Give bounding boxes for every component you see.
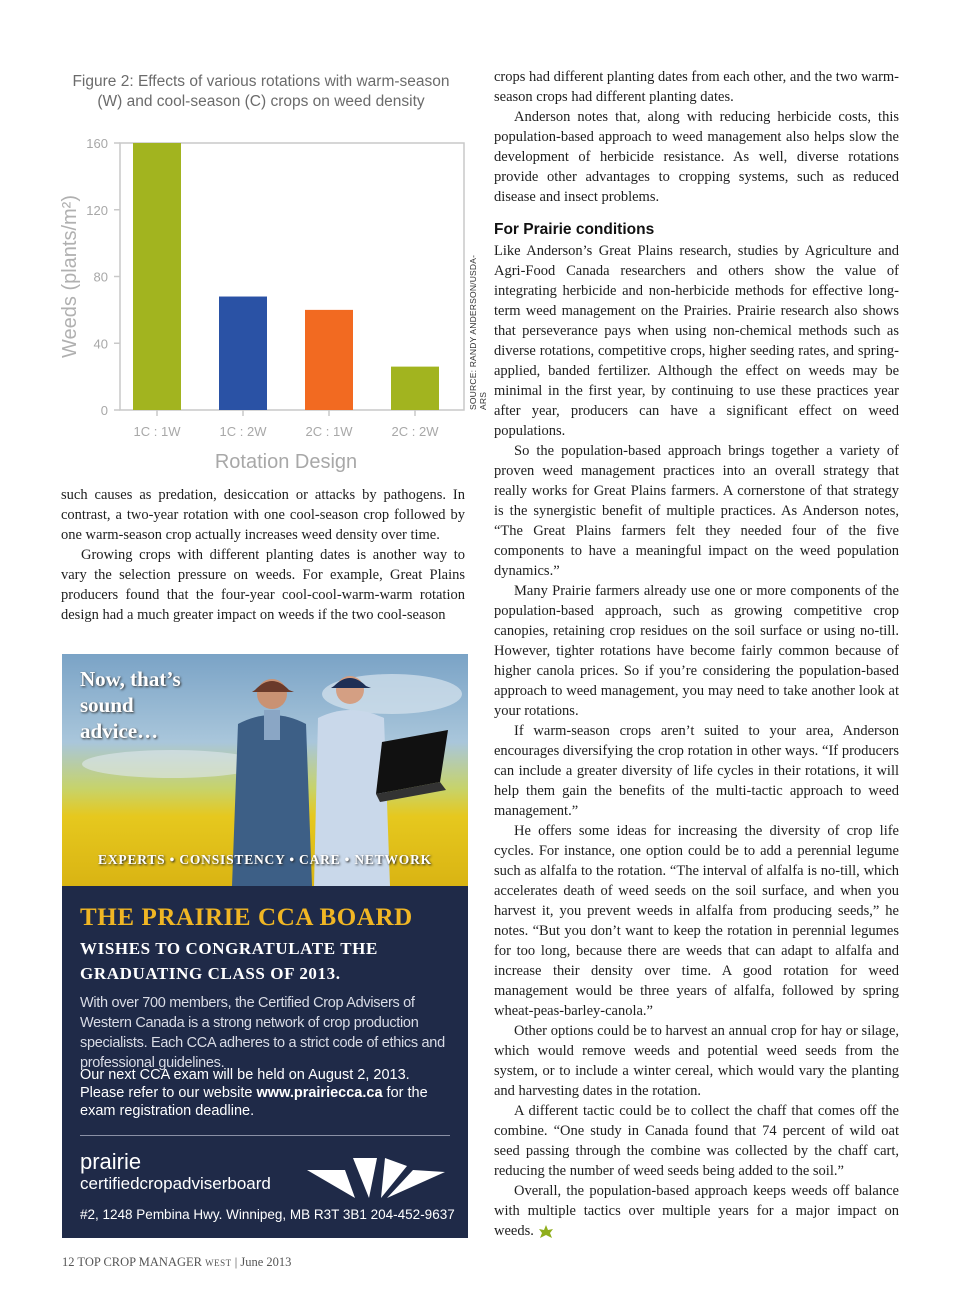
ad-tagline: EXPERTS • CONSISTENCY • CARE • NETWORK: [98, 852, 432, 867]
y-tick-label: 40: [93, 336, 108, 352]
right-paragraph-8: Other options could be to harvest an annual crop for hay or silage, which would remove weeds and potential weed seeds from the system, or to include a winter cereal, which would vary the planting and harvesting dates in the rotation.: [494, 1023, 899, 1099]
section-heading: For Prairie conditions: [494, 221, 655, 238]
bar-2: [219, 297, 267, 410]
ad-congrats-line-2: GRADUATING CLASS OF 2013.: [80, 964, 341, 983]
right-paragraph-4: So the population-based approach brings together a variety of proven weed management practices into an overall strategy that really works for Great Plains farmers. A cornerstone of that strategy is the synergistic benefit of multiple practices. As Anderson notes, “The Great Plains farmers felt they needed four of the five components to have a meaningful impact on the weed population dynamics.”: [494, 443, 899, 579]
cca-advertisement[interactable]: [62, 654, 468, 1238]
ad-board-title: THE PRAIRIE CCA BOARD: [80, 904, 413, 931]
right-paragraph-6: If warm-season crops aren’t suited to your area, Anderson encourages diversifying the crop rotation in other ways. “If producers can include a greater diversity of life cycles in their rotations, it will help them gain the benefits of the multi-tactic approach to weed management.”: [494, 723, 899, 819]
ad-exam-text: [80, 1066, 454, 1120]
right-paragraph-2: Anderson notes that, along with reducing herbicide costs, this population-based approach to weed management also helps slow the development of herbicide resistance. As well, diverse rotations provide other advantages to cropping systems, such as reduced disease and insect problems.: [494, 109, 899, 205]
ad-exam-before: Our next CCA exam will be held on August 2, 2013. Please refer to our website: [80, 1067, 410, 1101]
ad-about-text: With over 700 members, the Certified Crop Advisers of Western Canada is a strong network of crop production specialists. Each CCA adheres to a strict code of ethics and professional guidelines.: [80, 995, 445, 1071]
right-paragraph-7: He offers some ideas for increasing the diversity of crop life cycles. For instance, one option could be to add a perennial legume such as alfalfa to the rotation. “The interval of alfalfa is no-till, which accelerates death of weed seeds on the soil surface, and when you harvest it, you prevent weeds in alfalfa from producing seeds,” he notes. “But you don’t want to keep the rotation in perennial legumes for too long, because there are weeds that can adapt to alfalfa and increase their density over time. A good rotation for weed management would be three years of alfalfa, followed by spring wheat-peas-barley-canola.”: [494, 823, 899, 1019]
ad-headline-line-2: sound: [80, 693, 134, 717]
ad-website-link[interactable]: www.prairiecca.ca: [256, 1085, 383, 1101]
y-tick-label: 80: [93, 269, 108, 285]
wheat-logo-icon: [307, 1156, 447, 1200]
leaf-end-icon: [538, 1224, 554, 1240]
right-paragraph-5: Many Prairie farmers already use one or more components of the population-based approach, such as growing competitive crop canopies, retaining crop residues on the soil surface or using no-till. However, tighter rotations have become fairly common because of higher canola prices. So if you’re considering the population-based approach to weed management, you may need to take another look at your rotations.: [494, 583, 899, 719]
bar-chart: [50, 125, 470, 475]
bar-4: [391, 367, 439, 410]
figure-title: Figure 2: Effects of various rotations with warm-season (W) and cool-season (C) crops on weed density: [72, 73, 450, 110]
left-paragraph-1: such causes as predation, desiccation or attacks by pathogens. In contrast, a two-year rotation with one cool-season crop followed by one warm-season crop actually increases weed density over time.: [61, 487, 465, 543]
right-paragraph-10-text: Overall, the population-based approach keeps weeds off balance with multiple tactics over multiple years for a major impact on weeds.: [494, 1183, 899, 1239]
left-paragraph-2: Growing crops with different planting dates is another way to vary the selection pressure on weeds. For example, Great Plains producers found that the four-year cool-cool-warm-warm rotation design had a much greater impact on weeds if the two cool-season: [61, 547, 465, 623]
right-column: [494, 67, 899, 1241]
y-tick-label: 160: [86, 136, 108, 151]
publication-name: TOP CROP MANAGER: [77, 1255, 202, 1269]
bar-3: [305, 310, 353, 410]
ad-address: #2, 1248 Pembina Hwy. Winnipeg, MB R3T 3B1 204-452-9637: [80, 1207, 455, 1222]
ad-logo-prairie: prairie: [80, 1149, 142, 1174]
left-column: [61, 485, 465, 625]
y-tick-label: 120: [86, 202, 108, 218]
y-tick-label: 0: [100, 403, 108, 418]
ad-photo-canola-field: [62, 654, 468, 886]
page-number: 12: [62, 1255, 75, 1269]
right-paragraph-3: Like Anderson’s Great Plains research, studies by Agriculture and Agri-Food Canada researchers and others show the value of integrating herbicide and non-herbicide methods for effective long-term weed management on the Prairies. Prairie research also shows that perseverance pays when using non-chemical methods such as diverse rotations, competitive crops, higher seeding rates, and spring-applied, banded fertilizer. Although the effect on weeds may be minimal in the first year, by continuing to use these practices year after year, producers can have a significant effect on weed populations.: [494, 243, 899, 439]
x-axis-title: Rotation Design: [214, 451, 358, 473]
ad-congrats-line-1: WISHES TO CONGRATULATE THE: [80, 939, 378, 958]
x-tick-label: 1C : 1W: [133, 424, 181, 439]
ad-exam-after: for the exam registration deadline.: [80, 1085, 428, 1119]
publication-edition: WEST: [205, 1258, 232, 1268]
ad-headline: [80, 666, 280, 744]
ad-congrats: [80, 936, 460, 986]
right-paragraph-1: crops had different planting dates from each other, and the two warm-season crops had different planting dates.: [494, 69, 900, 105]
ad-logo-board-name: certifiedcropadviserboard: [80, 1174, 271, 1193]
figure-source: SOURCE: RANDY ANDERSON/USDA-ARS: [468, 254, 488, 410]
issue-date: | June 2013: [234, 1255, 292, 1269]
x-tick-label: 2C : 1W: [305, 424, 353, 439]
right-paragraph-9: A different tactic could be to collect the chaff that comes off the combine. “One study in Canada found that 74 percent of wild oat seed passing through the combine was collected by the chaff cart, reducing the number of weed seeds being added to the soil.”: [494, 1103, 899, 1179]
x-tick-label: 1C : 2W: [219, 424, 267, 439]
right-paragraph-10: [494, 1181, 899, 1241]
ad-headline-line-3: advice…: [80, 719, 159, 743]
page-footer: [62, 1255, 291, 1270]
bar-1: [133, 143, 181, 410]
ad-divider: [80, 1135, 450, 1136]
y-axis-title: Weeds (plants/m²): [59, 194, 81, 359]
x-tick-label: 2C : 2W: [391, 424, 439, 439]
ad-headline-line-1: Now, that’s: [80, 667, 181, 691]
